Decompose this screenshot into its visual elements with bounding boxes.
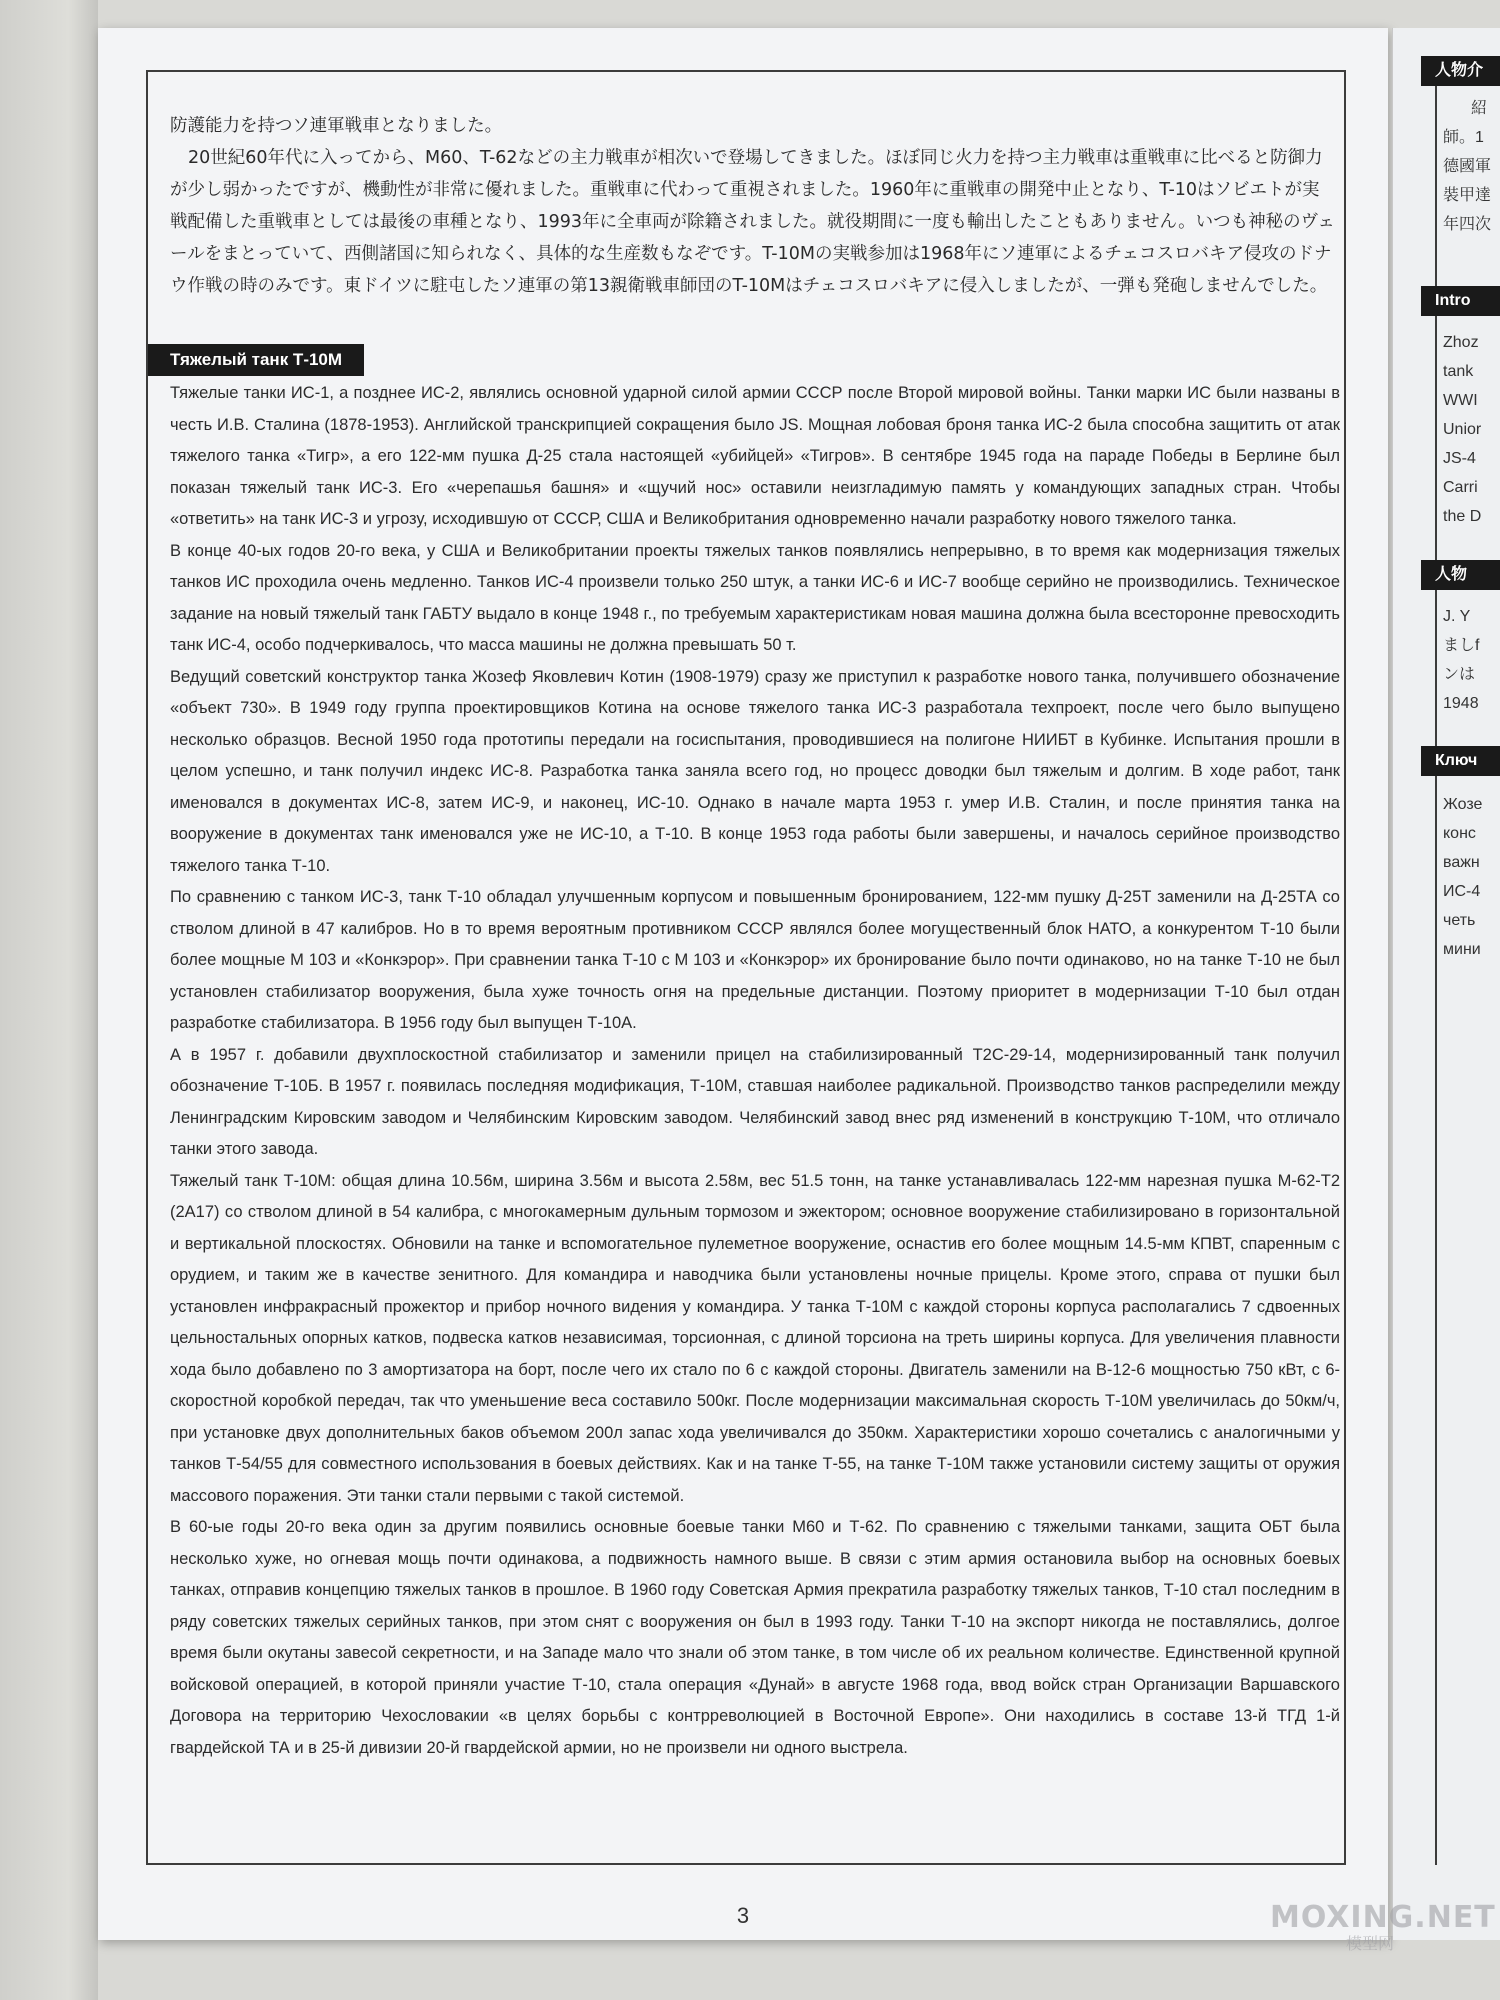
facing-text-line: Carri: [1443, 479, 1478, 496]
watermark: [1270, 1900, 1496, 1954]
watermark-text: MOXING.NET: [1270, 1900, 1496, 1935]
facing-text-line: J. Y: [1443, 608, 1471, 625]
facing-text-line: ましf: [1443, 637, 1480, 654]
facing-text-line: 裝甲達: [1443, 187, 1492, 204]
russian-paragraph: Ведущий советский конструктор танка Жозеф Яковлевич Котин (1908-1979) сразу же приступил к разработке нового танка, получившего обозначение «объект 730». В 1949 году группа проектировщиков Котина на основе тяжелого танка ИС-3 разработала техпроект, после чего было выпущено несколько образцов. Весной 1950 года прототипы передали на госиспытания, проводившиеся на полигоне НИИБТ в Кубинке. Испытания прошли в целом успешно, и танк получил индекс ИС-8. Разработка танка заняла всего год, но процесс доводки был тяжелым и долгим. В ходе работ, танк именовался в документах ИС-8, затем ИС-9, и наконец, ИС-10. Однако в начале марта 1953 г. умер И.В. Сталин, и после принятия танка на вооружение в документах танк именовался уже не ИС-10, а Т-10. В конце 1953 года работы были завершены, и началось серийное производство тяжелого танка Т-10.: [170, 667, 1340, 875]
facing-text-line: the D: [1443, 508, 1482, 525]
previous-page-edge: [0, 0, 98, 2000]
facing-text-line: ンは: [1443, 666, 1476, 683]
facing-text-line: конс: [1443, 825, 1476, 842]
facing-text-line: 德國軍: [1443, 158, 1492, 175]
facing-text-line: JS-4: [1443, 450, 1476, 467]
content-frame: [146, 70, 1346, 1865]
russian-paragraph: В конце 40-ых годов 20-го века, у США и Великобритании проекты тяжелых танков появлялись непрерывно, в то время как модернизация тяжелых танков ИС проходила очень медленно. Танков ИС-4 произвели только 250 штук, а танки ИС-6 и ИС-7 вообще серийно не производились. Техническое задание на новый тяжелый танк ГАБТУ выдало в конце 1948 г., по требуемым характеристикам новая машина должна была всесторонне превосходить танк ИС-4, особо подчеркивалось, что масса машины не должна превышать 50 т.: [170, 541, 1340, 654]
facing-text-line: WWI: [1443, 392, 1478, 409]
russian-text-block: [170, 378, 1340, 1764]
facing-heading: Intro: [1421, 286, 1500, 316]
facing-text-line: tank: [1443, 363, 1474, 380]
section-title: Тяжелый танк Т-10М: [148, 344, 364, 376]
japanese-paragraph: 20世紀60年代に入ってから、M60、T-62などの主力戦車が相次いで登場してきました。ほぼ同じ火力を持つ主力戦車は重戦車に比べると防御力が少し弱かったですが、機動性が非常に優れました。重戦車に代わって重視されました。1960年に重戦車の開発中止となり、T-10はソビエトが実戦配備した重戦車としては最後の車種となり、1993年に全車両が除籍されました。就役期間に一度も輸出したこともありません。いつも神秘のヴェールをまとっていて、西側諸国に知られなく、具体的な生産数もなぞです。T-10Mの実戦参加は1968年にソ連軍によるチェコスロバキア侵攻のドナウ作戦の時のみです。東ドイツに駐屯したソ連軍の第13親衛戦車師団のT-10Mはチェコスロバキアに侵入しましたが、一弾も発砲しませんでした。: [170, 148, 1335, 296]
facing-heading: Ключ: [1421, 746, 1500, 776]
russian-paragraph: Тяжелые танки ИС-1, а позднее ИС-2, являлись основной ударной силой армии СССР после Второй мировой войны. Танки марки ИС были названы в честь И.В. Сталина (1878-1953). Английской транскрипцией сокращения было JS. Мощная лобовая броня танка ИС-2 была способна защитить от атак тяжелого танка «Тигр», а его 122-мм пушка Д-25 стала настоящей «убийцей» «Тигров». В сентябре 1945 года на параде Победы в Берлине был показан тяжелый танк ИС-3. Его «черепашья башня» и «щучий нос» оставили неизгладимую память у командующих западных стран. Чтобы «ответить» на танк ИС-3 и угрозу, исходившую от СССР, США и Великобритания одновременно начали разработку нового тяжелого танка.: [170, 384, 1340, 528]
page-number: 3: [736, 1903, 750, 1928]
japanese-paragraph: 防護能力を持つソ連軍戦車となりました。: [170, 116, 503, 136]
facing-text-line: Zhoz: [1443, 334, 1479, 351]
facing-text-block: [1443, 328, 1500, 531]
facing-text-line: четь: [1443, 912, 1476, 929]
facing-heading: 人物介: [1421, 56, 1500, 86]
facing-heading: 人物: [1421, 560, 1500, 590]
facing-text-line: 紹: [1471, 100, 1488, 117]
facing-text-block: [1443, 123, 1500, 239]
facing-text-line: Жозе: [1443, 796, 1483, 813]
facing-text-line: 1948: [1443, 695, 1479, 712]
facing-text-block: [1443, 790, 1500, 964]
facing-text-block: [1443, 602, 1500, 718]
russian-paragraph: По сравнению с танком ИС-3, танк Т-10 обладал улучшенным корпусом и повышенным бронированием, 122-мм пушку Д-25Т заменили на Д-25ТА со стволом длиной в 47 калибров. Но в то время вероятным противником СССР являлся более могущественный блок НАТО, а конкурентом Т-10 были более мощные М 103 и «Конкэрор». При сравнении танка Т-10 с М 103 и «Конкэрор» их бронирование было почти одинаково, но на танке Т-10 не был установлен стабилизатор вооружения, была хуже точность огня на предельные дистанции. Поэтому приоритет в модернизации Т-10 был отдан разработке стабилизатора. В 1956 году был выпущен Т-10А.: [170, 888, 1340, 1032]
facing-text-line: мини: [1443, 941, 1481, 958]
watermark-subtext: 模型网: [1345, 1934, 1394, 1953]
facing-page-edge: [1392, 28, 1500, 1940]
document-page: [98, 28, 1388, 1940]
facing-text-line: ИС-4: [1443, 883, 1481, 900]
facing-text-line: 年四次: [1443, 216, 1492, 233]
russian-paragraph: В 60-ые годы 20-го века один за другим появились основные боевые танки М60 и Т-62. По сравнению с тяжелыми танками, защита ОБТ была несколько хуже, но огневая мощь почти одинакова, а подвижность намного выше. В связи с этим армия остановила выбор на основных боевых танках, отправив концепцию тяжелых танков в прошлое. В 1960 году Советская Армия прекратила разработку тяжелых танков, Т-10 стал последним в ряду советских тяжелых серийных танков, при этом снят с вооружения он был в 1993 году. Танки Т-10 на экспорт никогда не поставлялись, долгое время были окутаны завесой секретности, и на Западе мало что знали об этом танке, в том числе об их реальном количестве. Единственной крупной войсковой операцией, в которой приняли участие Т-10, стала операция «Дунай» в августе 1968 года, ввод войск стран Организации Варшавского Договора на территорию Чехословакии «в целях борьбы с контрреволюцией в Восточной Европе». Они находились в составе 13-й ТГД 1-й гвардейской ТА и в 25-й дивизии 20-й гвардейской армии, но не произвели ни одного выстрела.: [170, 1518, 1340, 1757]
russian-paragraph: А в 1957 г. добавили двухплоскостной стабилизатор и заменили прицел на стабилизированный Т2С-29-14, модернизированный танк получил обозначение Т-10Б. В 1957 г. появилась последняя модификация, Т-10М, ставшая наиболее радикальной. Производство танков распределили между Ленинградским Кировским заводом и Челябинским Кировским заводом. Челябинский завод внес ряд изменений в конструкцию Т-10М, что отличало танки этого завода.: [170, 1045, 1340, 1158]
japanese-text-block: [170, 110, 1335, 302]
facing-text-line: 師。1: [1443, 129, 1484, 146]
facing-text-block: [1471, 94, 1500, 123]
facing-text-line: важн: [1443, 854, 1480, 871]
russian-paragraph: Тяжелый танк Т-10М: общая длина 10.56м, ширина 3.56м и высота 2.58м, вес 51.5 тонн, на танке устанавливалась 122-мм нарезная пушка М-62-Т2 (2А17) со стволом длиной в 54 калибра, с многокамерным дульным тормозом и эжектором; основное вооружение стабилизировано в горизонтальной и вертикальной плоскостях. Обновили на танке и вспомогательное пулеметное вооружение, оснастив его более мощным 14.5-мм КПВТ, спаренным с орудием, и таким же в качестве зенитного. Для командира и наводчика были установлены ночные прицелы. Кроме этого, справа от пушки был установлен инфракрасный прожектор и прибор ночного видения у командира. У танка Т-10М с каждой стороны корпуса располагались 7 сдвоенных цельностальных опорных катков, подвеска катков независимая, торсионная, с длиной торсиона на треть ширины корпуса. Для увеличения плавности хода было добавлено по 3 амортизатора на борт, после чего их стало по 6 с каждой стороны. Двигатель заменили на В-12-6 мощностью 750 кВт, с 6-скоростной коробкой передач, так что уменьшение веса составило 500кг. После модернизации максимальная скорость Т-10М увеличилась до 50км/ч, при установке двух дополнительных баков объемом 200л запас хода увеличивался до 350км. Характеристики хорошо сочетались с аналогичными у танков Т-54/55 для совместного использования в боевых действиях. Как и на танке Т-55, на танке Т-10М также установили систему защиты от оружия массового поражения. Эти танки стали первыми с такой системой.: [170, 1171, 1340, 1505]
facing-text-line: Unior: [1443, 421, 1482, 438]
